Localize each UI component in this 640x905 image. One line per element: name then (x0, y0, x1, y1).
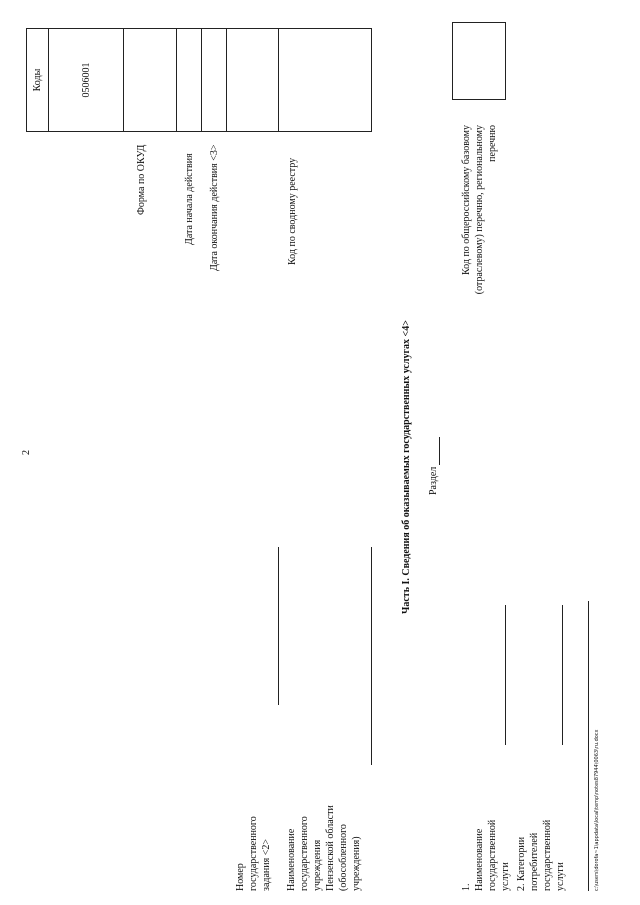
end-date-label: Дата окончания действия <3> (209, 144, 220, 271)
service-name-label: 1. Наименование государственной услуги (461, 819, 511, 891)
consumer-categories-underline-2[interactable] (588, 601, 589, 891)
codes-heading: Коды (32, 68, 43, 92)
codes-heading-cell (27, 29, 49, 131)
registry-code-cell[interactable] (227, 29, 279, 131)
service-name-underline[interactable] (505, 605, 506, 745)
blank-code-cell[interactable] (279, 29, 371, 131)
okud-label: Форма по ОКУД (136, 144, 147, 215)
codes-table (26, 28, 372, 132)
part-title: Часть I. Сведения об оказываемых государственных услугах <4> (401, 320, 412, 614)
task-number-underline[interactable] (278, 547, 279, 705)
okud-code-cell (49, 29, 124, 131)
institution-underline[interactable] (371, 547, 372, 765)
consumer-categories-underline[interactable] (562, 605, 563, 745)
okud-code: 0506001 (80, 62, 92, 98)
base-list-code-label: Код по общероссийскому базовому (отраслевому) перечню, региональному перечню (461, 125, 498, 295)
task-number-label: Номер государственного задания <2> (235, 816, 272, 891)
section-number-underline[interactable] (439, 437, 440, 465)
end-date-cell[interactable] (177, 29, 202, 131)
page-number: 2 (21, 450, 32, 455)
empty-code-cell[interactable] (202, 29, 227, 131)
start-date-label: Дата начала действия (184, 153, 195, 245)
base-list-code-box[interactable] (452, 22, 506, 100)
section-label: Раздел (428, 466, 439, 495)
footer-path: c:\users\dorofa~1\appdata\local\temp\notes87944\0063\ru.docx (594, 729, 600, 891)
institution-label: Наименование государственного учреждения Пензенской области (обособленного учреждения) (286, 805, 362, 891)
registry-label: Код по сводному реестру (287, 157, 298, 265)
start-date-cell[interactable] (124, 29, 177, 131)
consumer-categories-label: 2. Категории потребителей государственной услуги (516, 819, 566, 891)
